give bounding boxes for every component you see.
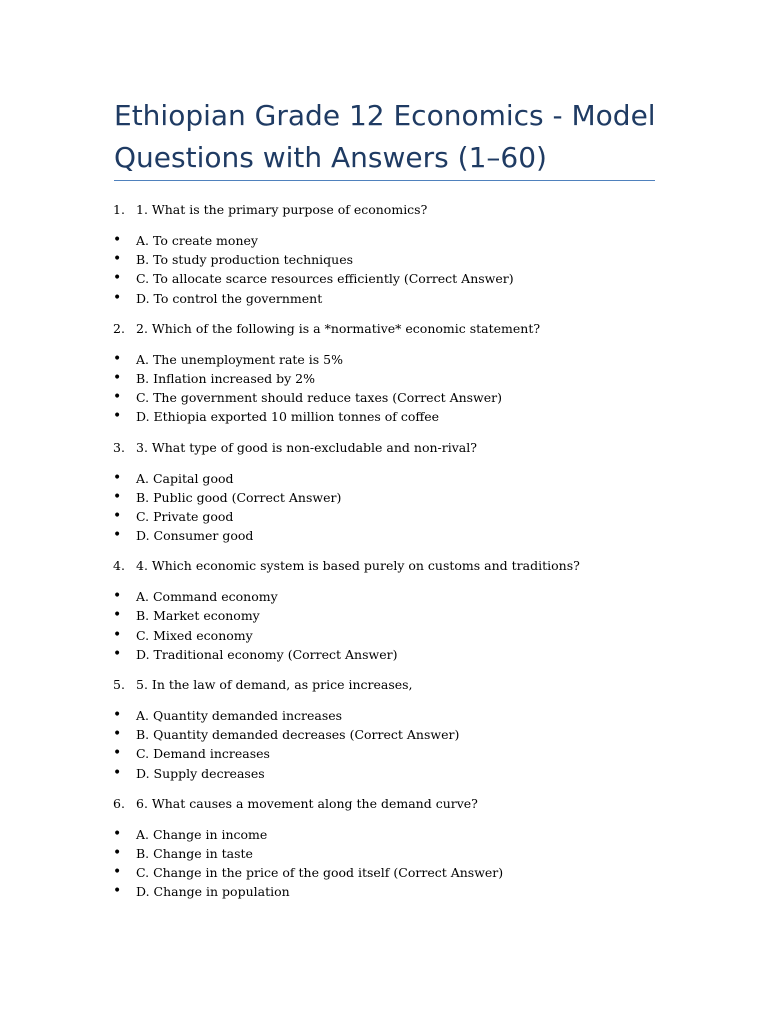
bullet-icon: •	[113, 726, 122, 743]
option-text: D. Traditional economy (Correct Answer)	[136, 646, 398, 662]
answer-option	[0, 744, 768, 763]
option-text: B. To study production techniques	[136, 252, 354, 268]
option-text: C. To allocate scarce resources efficiently (Correct Answer)	[136, 271, 514, 287]
bullet-icon: •	[113, 270, 122, 287]
bullet-icon: •	[113, 764, 122, 781]
question-number: 6.	[113, 795, 125, 811]
question-item	[0, 437, 768, 459]
bullet-icon: •	[113, 607, 122, 624]
answer-option	[0, 289, 768, 308]
title-divider	[114, 180, 655, 181]
answer-option	[0, 626, 768, 645]
answer-options	[0, 469, 768, 546]
question-number: 4.	[113, 558, 125, 574]
answer-option	[0, 469, 768, 488]
bullet-icon: •	[113, 289, 122, 306]
bullet-icon: •	[113, 707, 122, 723]
question-text: 3. What type of good is non-excludable and non-rival?	[136, 439, 477, 455]
bullet-icon: •	[113, 864, 122, 881]
answer-option	[0, 269, 768, 288]
question-item	[0, 199, 768, 221]
option-text: A. To create money	[136, 233, 258, 248]
answer-options	[0, 350, 768, 427]
answer-option	[0, 725, 768, 744]
question-number: 1.	[113, 202, 125, 217]
answer-option	[0, 863, 768, 882]
bullet-icon: •	[113, 507, 122, 524]
option-text: B. Public good (Correct Answer)	[136, 489, 342, 505]
bullet-icon: •	[113, 232, 122, 248]
bullet-icon: •	[113, 369, 122, 386]
option-text: D. Supply decreases	[136, 765, 265, 781]
option-text: B. Inflation increased by 2%	[136, 370, 316, 386]
question-item	[0, 793, 768, 815]
answer-option	[0, 388, 768, 407]
option-text: D. To control the government	[136, 290, 323, 306]
question-text: 5. In the law of demand, as price increases,	[136, 677, 413, 692]
bullet-icon: •	[113, 825, 122, 842]
bullet-icon: •	[113, 626, 122, 643]
question-item	[0, 674, 768, 696]
answer-option	[0, 645, 768, 664]
question-number: 5.	[113, 677, 125, 692]
question-text: 1. What is the primary purpose of economics?	[136, 202, 428, 217]
question-text: 2. Which of the following is a *normative* economic statement?	[136, 320, 541, 336]
option-text: C. Mixed economy	[136, 627, 253, 643]
answer-option	[0, 606, 768, 625]
option-text: C. Change in the price of the good itself (Correct Answer)	[136, 865, 504, 881]
option-text: D. Change in population	[136, 884, 290, 900]
answer-option	[0, 587, 768, 606]
option-text: B. Quantity demanded decreases (Correct Answer)	[136, 727, 460, 743]
option-text: D. Consumer good	[136, 528, 254, 544]
question-text: 4. Which economic system is based purely on customs and traditions?	[136, 558, 580, 574]
bullet-icon: •	[113, 469, 122, 486]
option-text: B. Change in taste	[136, 845, 253, 861]
answer-option	[0, 369, 768, 388]
bullet-icon: •	[113, 844, 122, 861]
option-text: A. Change in income	[136, 826, 268, 842]
bullet-icon: •	[113, 488, 122, 505]
answer-option	[0, 350, 768, 369]
bullet-icon: •	[113, 645, 122, 662]
bullet-icon: •	[113, 389, 122, 406]
bullet-icon: •	[113, 408, 122, 425]
answer-option	[0, 706, 768, 725]
option-text: C. Private good	[136, 508, 234, 524]
option-text: A. Quantity demanded increases	[136, 708, 343, 723]
bullet-icon: •	[113, 251, 122, 268]
answer-options	[0, 706, 768, 783]
answer-option	[0, 882, 768, 901]
answer-option	[0, 407, 768, 426]
option-text: C. The government should reduce taxes (Correct Answer)	[136, 390, 503, 406]
bullet-icon: •	[113, 745, 122, 762]
bullet-icon: •	[113, 588, 122, 605]
question-text: 6. What causes a movement along the demand curve?	[136, 795, 478, 811]
answer-option	[0, 844, 768, 863]
answer-options	[0, 587, 768, 664]
question-item	[0, 555, 768, 577]
answer-option	[0, 250, 768, 269]
answer-option	[0, 526, 768, 545]
answer-option	[0, 488, 768, 507]
question-item	[0, 318, 768, 340]
option-text: B. Market economy	[136, 608, 260, 624]
question-number: 2.	[113, 320, 125, 336]
question-list	[0, 199, 768, 912]
bullet-icon: •	[113, 883, 122, 900]
bullet-icon: •	[113, 350, 122, 367]
question-number: 3.	[113, 439, 125, 455]
option-text: C. Demand increases	[136, 746, 270, 762]
answer-option	[0, 764, 768, 783]
answer-options	[0, 231, 768, 308]
option-text: A. The unemployment rate is 5%	[136, 351, 344, 367]
answer-option	[0, 507, 768, 526]
answer-options	[0, 825, 768, 902]
option-text: D. Ethiopia exported 10 million tonnes of coffee	[136, 409, 440, 425]
answer-option	[0, 825, 768, 844]
page-title: Ethiopian Grade 12 Economics - Model Questions with Answers (1–60)	[114, 99, 656, 174]
option-text: A. Command economy	[136, 589, 278, 605]
option-text: A. Capital good	[136, 470, 234, 486]
bullet-icon: •	[113, 527, 122, 544]
answer-option	[0, 231, 768, 250]
